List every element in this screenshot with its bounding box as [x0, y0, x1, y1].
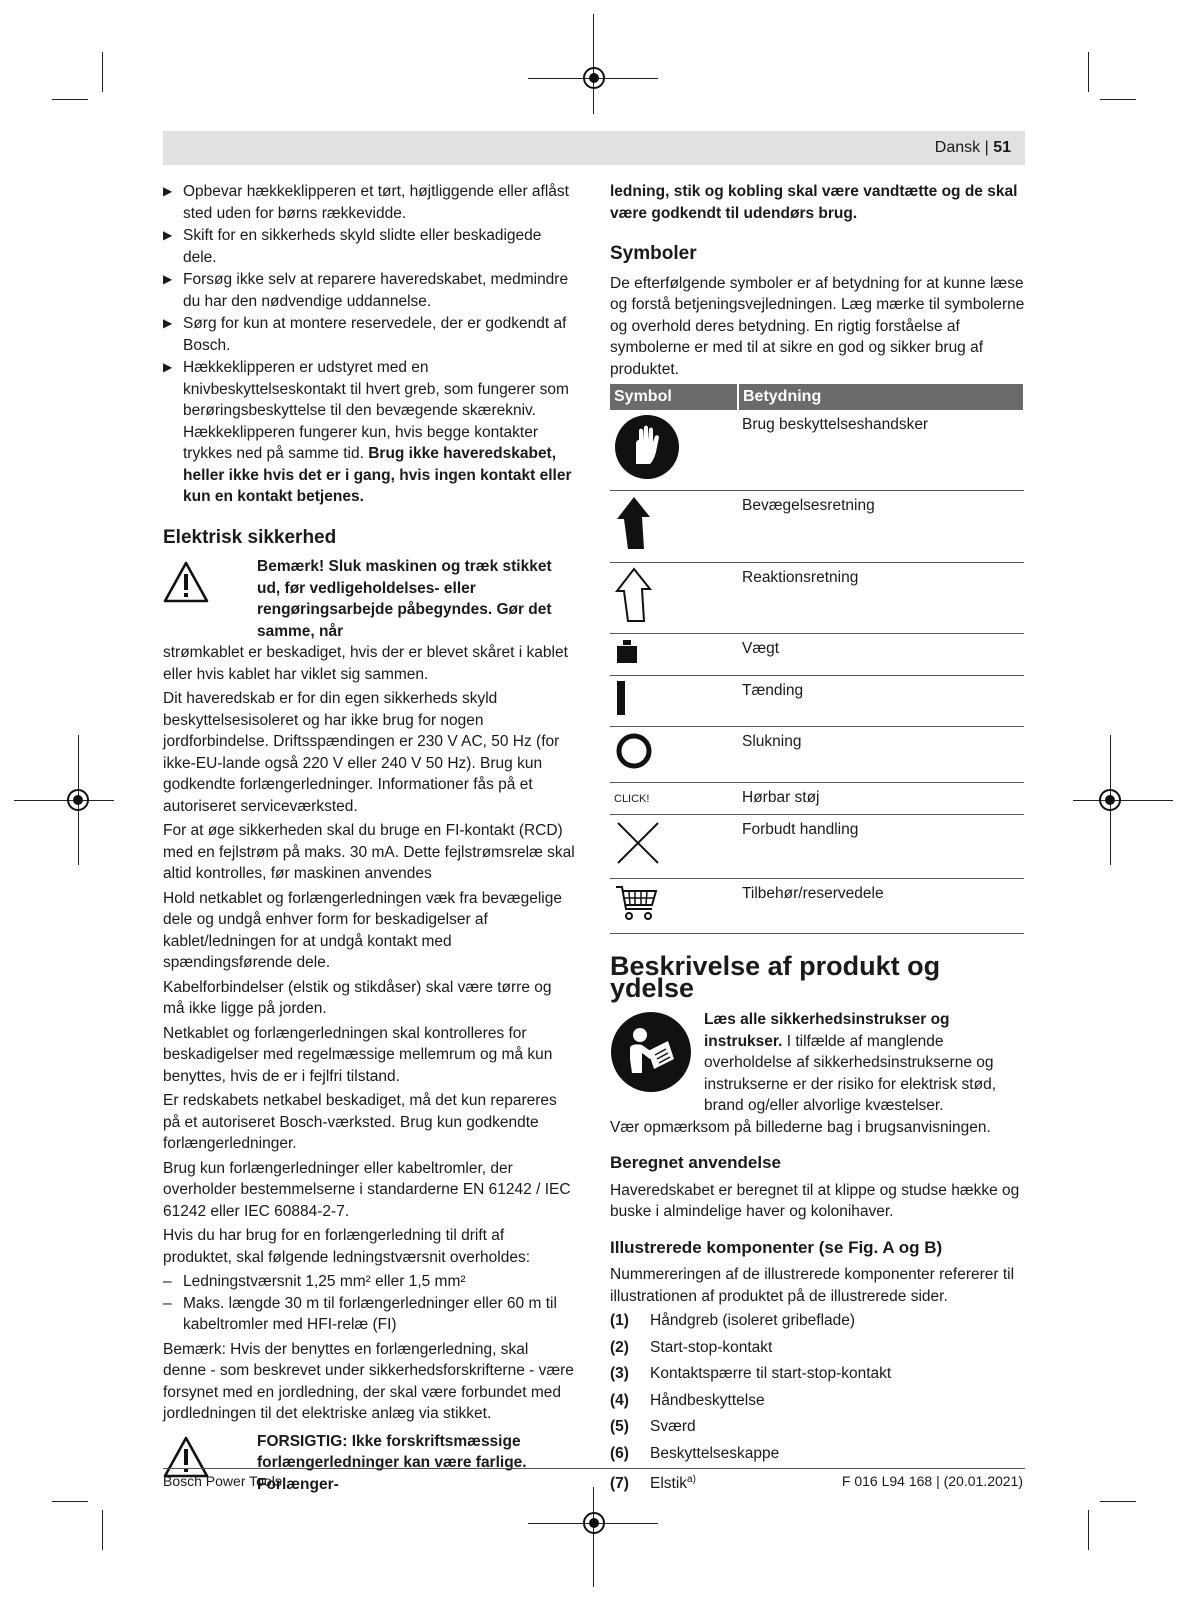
warning-block: Bemærk! Sluk maskinen og træk stikket ud, før vedligeholdelses- eller rengøringsarbejde påbegyndes. Gør det samme, når [163, 556, 575, 642]
registration-mark-icon [1096, 786, 1124, 814]
paragraph: Netkablet og forlængerledningen skal kontrolleres for beskadigelser med regelmæssige mellemrum og må kun benyttes, hvis de er i fejlfri tilstand. [163, 1024, 553, 1085]
document-id-label: F 016 L94 168 | (20.01.2021) [841, 1473, 1023, 1489]
arrow-up-filled-icon [614, 495, 654, 551]
cart-icon [614, 883, 660, 923]
table-header-symbol: Symbol [610, 384, 738, 410]
warning-block: FORSIGTIG: Ikke forskriftsmæssige forlængerledninger kan være farlige. Forlænger- [163, 1431, 575, 1496]
list-item: (6) Beskyttelseskappe [610, 1444, 780, 1462]
read-instructions-block: Læs alle sikkerhedsinstrukser og instrukser. I tilfælde af manglende overholdelse af sikkerhedsinstrukserne og instrukserne er der risiko for elektrisk stød, brand og/eller alvorlige kvæstelser. [610, 1009, 1025, 1117]
table-row [610, 815, 1024, 879]
crop-mark [102, 52, 103, 92]
crop-mark [52, 99, 88, 100]
left-column: ▶ Opbevar hækkeklipperen et tørt, højtliggende eller aflåst sted uden for børns rækkevidde. ▶ Skift for en sikkerheds skyld slidte eller beskadigede dele. ▶ Forsøg ikke selv at reparere haveredskabet, medmindre du har den nødvendige uddannelse. ▶ Sørg for kun at montere reservedele, der er godkendt af Bosch. ▶ Hækkeklipperen er udstyret med en knivbeskyttelseskontakt til hvert greb, som fungerer som berøringsbeskyttelse til den bevægende skærekniv. Hækkeklipperen fungerer kun, hvis begge kontakter trykkes ned på samme tid. Brug ikke haveredskabet, heller ikke hvis det er i gang, hvis ingen kontakt eller kun en kontakt betjenes. Elektrisk sikkerhed Bemærk! Sluk maskinen og træk stikket ud, før vedligeholdelses- eller rengøringsarbejde påbegyndes. Gør det samme, når strømkablet er beskadiget, hvis der er blevet skåret i kablet eller hvis kablet har viklet sig sammen. Dit haveredskab er for din egen sikkerheds skyld beskyttelsesisoleret og har ikke brug for nogen jordforbindelse. Driftsspændingen er 230 V AC, 50 Hz (for ikke-EU-lande også 220 V eller 240 V 50 Hz). Brug kun godkendte forlængerledninger. Informationer fås på et autoriseret serviceværksted. For at øge sikkerheden skal du bruge en FI-kontakt (RCD) med en fejlstrøm på maks. 30 mA. Dette fejlstrømsrelæ skal altid kontrolles, før maskinen anvendes Hold netkablet og forlængerledningen væk fra bevægelige dele og undgå enhver form for beskadigelser af kablet/ledningen for at undgå kontakt med spændingsførende dele. Kabelforbindelser (elstik og stikdåser) skal være tørre og må ikke ligge på jorden. Netkablet og forlængerledningen skal kontrolleres for beskadigelser med regelmæssige mellemrum og må kun benyttes, hvis de er i fejlfri tilstand. Er redskabets netkabel beskadiget, må det kun repareres på et autoriseret Bosch-værksted. Brug kun godkendte forlængerledninger. Brug kun forlængerledninger eller kabeltromler, der overholder bestemmelserne i standarderne EN 61242 / IEC 61242 eller IEC 60884-2-7. Hvis du har brug for en forlængerledning til drift af produktet, skal følgende ledningstværsnit overholdes: – Ledningstværsnit 1,25 mm² eller 1,5 mm² – Maks. længde 30 m til forlængerledninger eller 60 m til kabeltromler med HFI-relæ (FI) Bemærk: Hvis der benyttes en forlængerledning, skal denne - som beskrevet under sikkerhedsforskrifterne - være forsynet med en jordledning, der skal være forbundet med jordledningen til det elektriske anlæg via stikket. FORSIGTIG: Ikke forskriftsmæssige forlængerledninger kan være farlige. Forlænger- [163, 181, 575, 1495]
page-number-label: Dansk | 51 [934, 139, 1011, 156]
table-cell: Reaktionsretning [738, 562, 1024, 634]
paragraph: De efterfølgende symboler er af betydning for at kunne læse og forstå betjeningsvejledningen. Læg mærke til symbolerne og overhold deres betydning. En rigtig forståelse af symbolerne er med til at sikre en god og sikker brug af produktet. [610, 274, 1025, 378]
components-list [610, 1310, 1025, 1495]
table-cell: Bevægelsesretning [738, 491, 1024, 563]
paragraph: Brug kun forlængerledninger eller kabeltromler, der overholder bestemmelserne i standarderne EN 61242 / IEC 61242 eller IEC 60884-2-7. [163, 1159, 571, 1220]
table-row [610, 675, 1024, 727]
on-bar-icon [614, 680, 628, 716]
list-item: (5) Sværd [610, 1418, 696, 1435]
section-heading: Illustrerede komponenter (se Fig. A og B) [610, 1237, 943, 1257]
section-heading: Symboler [610, 243, 697, 264]
continuation-text: ledning, stik og kobling skal være vandtætte og de skal være godkendt til udendørs brug. [610, 183, 1018, 222]
paragraph: Hold netkablet og forlængerledningen væk fra bevægelige dele og undgå enhver form for beskadigelser af kablet/ledningen for at undgå kontakt med spændingsførende dele. [163, 889, 562, 971]
read-manual-icon [610, 1011, 692, 1093]
registration-mark-icon [580, 64, 608, 92]
table-cell: Vægt [738, 634, 1024, 676]
page-number: 51 [993, 139, 1011, 156]
crop-mark [1100, 1501, 1136, 1502]
paragraph: Kabelforbindelser (elstik og stikdåser) skal være tørre og må ikke ligge på jorden. [163, 978, 552, 1017]
table-row [610, 727, 1024, 783]
crop-mark [52, 1501, 88, 1502]
list-item: – Ledningstværsnit 1,25 mm² eller 1,5 mm² [163, 1271, 575, 1293]
list-item: ▶ Skift for en sikkerheds skyld slidte eller beskadigede dele. [163, 225, 575, 268]
table-cell: Forbudt handling [738, 815, 1024, 879]
weight-icon [614, 638, 640, 664]
table-row [610, 634, 1024, 676]
note-paragraph: Bemærk: Hvis der benyttes en forlængerledning, skal denne - som beskrevet under sikkerhedsforskrifterne - være forsynet med en jordledning, der skal være forbundet med jordledningen til det elektriske anlæg via stikket. [163, 1340, 574, 1422]
crop-mark [102, 1510, 103, 1550]
safety-bullet-list [163, 181, 575, 508]
list-item: ▶ Forsøg ikke selv at reparere haveredskabet, medmindre du har den nødvendige uddannelse. [163, 269, 575, 312]
table-cell: Brug beskyttelseshandsker [738, 410, 1024, 491]
table-row [610, 878, 1024, 934]
table-row [610, 491, 1024, 563]
list-item: (3) Kontaktspærre til start-stop-kontakt [610, 1365, 892, 1382]
right-column [610, 181, 1025, 1500]
page-footer [163, 1468, 1025, 1489]
paragraph: Er redskabets netkabel beskadiget, må det kun repareres på et autoriseret Bosch-værksted. Brug kun godkendte forlængerledninger. [163, 1092, 557, 1152]
list-item: – Maks. længde 30 m til forlængerledninger eller 60 m til kabeltromler med HFI-relæ (FI) [163, 1293, 575, 1336]
page-header [163, 131, 1025, 165]
arrow-up-outline-icon [614, 567, 654, 623]
paragraph: Nummereringen af de illustrerede komponenter refererer til illustrationen af produktet på de illustrerede sider. [610, 1266, 1015, 1305]
publisher-label: Bosch Power Tools [163, 1473, 282, 1489]
paragraph: Vær opmærksom på billederne bag i brugsanvisningen. [610, 1118, 991, 1136]
section-heading: Elektrisk sikkerhed [163, 526, 337, 548]
warning-triangle-icon [163, 560, 209, 604]
table-cell: Hørbar støj [738, 782, 1024, 815]
cross-icon [614, 819, 662, 867]
symbols-table [610, 384, 1025, 934]
crop-mark [1088, 52, 1089, 92]
list-item: ▶ Sørg for kun at montere reservedele, der er godkendt af Bosch. [163, 313, 575, 356]
list-item: (4) Håndbeskyttelse [610, 1391, 765, 1409]
table-row [610, 410, 1024, 491]
table-cell: Slukning [738, 727, 1024, 783]
table-row [610, 782, 1024, 815]
list-item: ▶ Hækkeklipperen er udstyret med en knivbeskyttelseskontakt til hvert greb, som fungerer som berøringsbeskyttelse til den bevægende skærekniv. Hækkeklipperen fungerer kun, hvis begge kontakter trykkes ned på samme tid. Brug ikke haveredskabet, heller ikke hvis det er i gang, hvis ingen kontakt eller kun en kontakt betjenes. [163, 357, 575, 508]
section-heading: Beskrivelse af produkt og ydelse [610, 951, 941, 1003]
gloves-icon [614, 414, 680, 480]
paragraph: Haveredskabet er beregnet til at klippe og studse hække og buske i almindelige haver og kolonihaver. [610, 1181, 1020, 1220]
table-cell: Tilbehør/reservedele [738, 878, 1024, 934]
table-header-meaning: Betydning [738, 384, 1024, 410]
registration-mark-icon [580, 1509, 608, 1537]
off-circle-icon [614, 731, 654, 771]
table-cell: Tænding [738, 675, 1024, 727]
list-item: (7) Elstik$^{a)}$ [610, 1474, 696, 1493]
paragraph: Hvis du har brug for en forlængerledning til drift af produktet, skal følgende ledningstværsnit overholdes: [163, 1227, 531, 1266]
paragraph: Dit haveredskab er for din egen sikkerheds skyld beskyttelsesisoleret og har ikke brug for nogen jordforbindelse. Driftsspændingen er 230 V AC, 50 Hz (for ikke-EU-lande også 220 V eller 240 V 50 Hz). Brug kun godkendte forlængerledninger. Informationer fås på et autoriseret serviceværksted. [163, 690, 560, 815]
dash-list [163, 1271, 575, 1336]
list-item: ▶ Opbevar hækkeklipperen et tørt, højtliggende eller aflåst sted uden for børns rækkevidde. [163, 181, 575, 224]
list-item: (1) Håndgreb (isoleret gribeflade) [610, 1312, 856, 1329]
click-label: CLICK! [614, 792, 650, 805]
table-row [610, 562, 1024, 634]
crop-mark [593, 1487, 594, 1587]
paragraph: For at øge sikkerheden skal du bruge en FI-kontakt (RCD) med en fejlstrøm på maks. 30 mA. Dette fejlstrømsrelæ skal altid kontrolles, før maskinen anvendes [163, 822, 575, 882]
crop-mark [1100, 99, 1136, 100]
section-heading: Beregnet anvendelse [610, 1153, 782, 1172]
registration-mark-icon [64, 786, 92, 814]
crop-mark [1088, 1510, 1089, 1550]
list-item: (2) Start-stop-kontakt [610, 1338, 773, 1356]
language-label: Dansk [934, 139, 981, 156]
